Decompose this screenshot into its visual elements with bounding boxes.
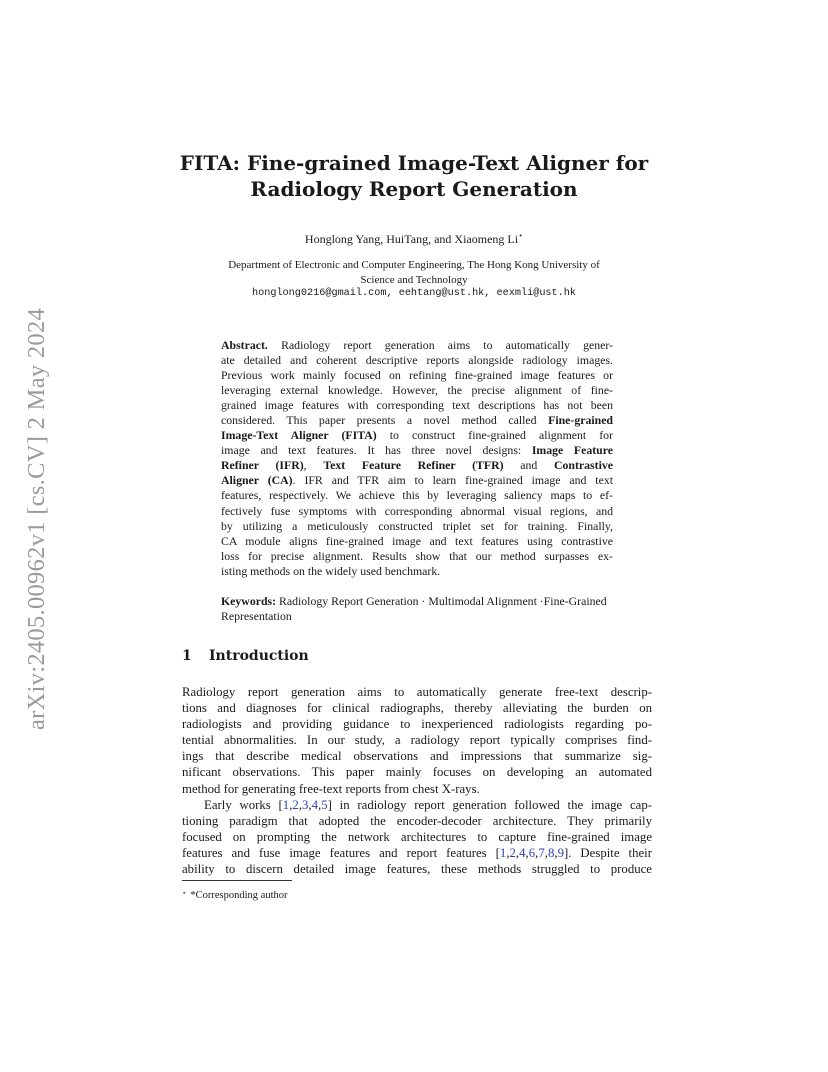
text-run: ,: [544, 845, 548, 860]
citation-link[interactable]: 4: [311, 797, 319, 812]
introduction-body: [182, 684, 652, 877]
bold-term: Fine-grained: [548, 413, 613, 428]
text-line: [221, 398, 613, 413]
affiliation: [170, 258, 658, 302]
bold-term: Text Feature Refiner (TFR): [323, 458, 504, 473]
text-line: [221, 488, 613, 503]
text-run: isting methods on the widely used benchmark.: [221, 563, 441, 578]
text-line: [221, 443, 613, 458]
text-line: [182, 764, 652, 780]
text-line: [221, 338, 613, 353]
text-run: tential abnormalities. In our study, a radiology report typically comprises find-: [182, 733, 652, 748]
text-run: method for generating free-text reports from chest X-rays.: [182, 781, 480, 796]
text-run: ,: [318, 797, 322, 812]
text-line: [182, 748, 652, 764]
text-run: grained image features with corresponding text descriptions has not been: [221, 398, 613, 413]
text-run: to construct fine-grained alignment for: [376, 428, 613, 443]
footnote: [182, 887, 288, 902]
bold-term: Refiner (IFR): [221, 458, 304, 473]
text-line: [182, 829, 652, 845]
footnote-rule: [182, 880, 292, 881]
text-run: Radiology report generation aims to automatically generate free-text descrip-: [182, 685, 652, 699]
text-run: ,: [289, 797, 293, 812]
bold-term: Image Feature: [531, 443, 613, 458]
text-line: [182, 684, 652, 700]
arxiv-stamp-text: arXiv:2405.00962v1 [cs.CV] 2 May 2024: [23, 307, 51, 731]
text-line: [221, 413, 613, 428]
text-run: ,: [303, 458, 324, 473]
text-run: ability to discern detailed image features, these methods struggled to produce: [182, 862, 652, 877]
section-number: 1: [182, 648, 192, 664]
text-run: focused on prompting the network architectures to capture fine-grained image: [182, 829, 652, 844]
text-line: [221, 549, 613, 564]
text-line: [221, 594, 544, 608]
text-run: ,: [308, 797, 312, 812]
affiliation-line-2: Science and Technology: [360, 273, 468, 286]
citation-link[interactable]: 5: [321, 797, 328, 812]
text-run: Radiology Report Generation · Multimodal Alignment ·: [276, 594, 544, 608]
citation-link[interactable]: 6: [528, 845, 536, 860]
text-run: loss for precise alignment. Results show that our method surpasses ex-: [221, 548, 613, 563]
text-line: [182, 845, 652, 861]
citation-link[interactable]: 9: [557, 845, 564, 860]
author-names: Honglong Yang, HuiTang, and Xiaomeng Li: [304, 232, 519, 246]
text-line: [221, 383, 613, 398]
footnote-text: *Corresponding author: [190, 890, 288, 901]
text-line: [221, 504, 613, 519]
bold-term: Contrastive: [554, 458, 613, 473]
text-run: fectively fuse symptoms with corresponding abnormal visual regions, and: [221, 503, 613, 518]
text-run: ,: [554, 845, 558, 860]
citation-link[interactable]: 3: [302, 797, 309, 812]
text-line: [182, 700, 652, 716]
text-run: leveraging external knowledge. However, the precise alignment of fine-: [221, 383, 613, 398]
text-run: ings that describe medical observations and impressions that summarize sig-: [182, 749, 652, 764]
text-line: [182, 861, 652, 877]
text-line: [182, 716, 652, 732]
citation-link[interactable]: 2: [509, 845, 516, 860]
text-line: [221, 353, 613, 368]
text-run: radiologists and providing guidance to inexperienced radiologists regarding po-: [182, 717, 652, 732]
title-line-2: Radiology Report Generation: [250, 177, 578, 201]
text-run: Previous work mainly focused on refining fine-grained image features or: [221, 368, 613, 383]
text-run: tioning paradigm that adopted the encoder-decoder architecture. They primarily: [182, 813, 652, 828]
text-run: ,: [506, 845, 510, 860]
text-run: tions and diagnoses for clinical radiographs, thereby alleviating the burden on: [182, 701, 652, 716]
text-run: ,: [535, 845, 539, 860]
text-run: Early works [: [204, 797, 283, 812]
bold-term: Aligner (CA): [221, 473, 293, 488]
text-run: ,: [525, 845, 529, 860]
title-line-1: FITA: Fine-grained Image-Text Aligner for: [179, 151, 649, 175]
text-run: Fine-Grained Representation: [221, 594, 607, 624]
text-run: ]. Despite their: [563, 845, 652, 860]
citation-link[interactable]: 4: [519, 845, 526, 860]
arxiv-stamp: [22, 284, 52, 754]
text-line: [221, 458, 613, 473]
text-run: ,: [515, 845, 520, 860]
author-emails: honglong0216@gmail.com, eehtang@ust.hk, eexmli@ust.hk: [251, 288, 576, 299]
text-run: by utilizing a meticulously constructed triplet set for training. Finally,: [221, 518, 613, 533]
keywords: [221, 594, 613, 624]
text-run: ate detailed and coherent descriptive reports alongside radiology images.: [221, 353, 613, 368]
bold-term: Keywords:: [221, 594, 277, 608]
text-run: Radiology report generation aims to automatically gener-: [267, 338, 613, 352]
text-run: and: [503, 458, 555, 473]
author-list: [160, 228, 668, 247]
bold-term: Image-Text Aligner (FITA): [221, 428, 377, 443]
text-line: [221, 368, 613, 383]
citation-link[interactable]: 1: [282, 797, 290, 812]
text-run: ,: [298, 797, 303, 812]
text-line: [182, 781, 652, 797]
text-line: [182, 813, 652, 829]
text-line: [182, 797, 652, 813]
footnote-mark: ⋆: [182, 889, 187, 897]
text-line: [221, 473, 613, 488]
citation-link[interactable]: 7: [538, 845, 545, 860]
text-run: features, respectively. We achieve this by leveraging saliency maps to ef-: [221, 488, 613, 503]
abstract: [221, 338, 613, 579]
paper-title: [160, 150, 668, 202]
text-run: nificant observations. This paper mainly focuses on developing an automated: [182, 765, 652, 780]
text-run: CA module aligns fine-grained image and text features using contrastive: [221, 533, 613, 548]
text-run: features and fuse image features and report features [: [182, 845, 500, 860]
section-heading-introduction: [182, 648, 309, 664]
text-run: image and text features. It has three novel designs:: [221, 443, 532, 458]
corresponding-author-mark: ⋆: [518, 231, 524, 240]
affiliation-line-1: Department of Electronic and Computer Engineering, The Hong Kong University of: [228, 259, 600, 271]
text-run: ] in radiology report generation followed the image cap-: [327, 797, 653, 812]
text-line: [221, 564, 613, 579]
text-run: . IFR and TFR aim to learn fine-grained image and text: [292, 473, 613, 488]
text-run: considered. This paper presents a novel method called: [221, 413, 549, 428]
text-line: [182, 732, 652, 748]
text-line: [221, 534, 613, 549]
citation-link[interactable]: 2: [292, 797, 299, 812]
text-line: [221, 428, 613, 443]
bold-term: Abstract.: [221, 338, 268, 352]
citation-link[interactable]: 1: [499, 845, 507, 860]
section-title: Introduction: [209, 648, 309, 664]
text-line: [221, 519, 613, 534]
citation-link[interactable]: 8: [547, 845, 555, 860]
